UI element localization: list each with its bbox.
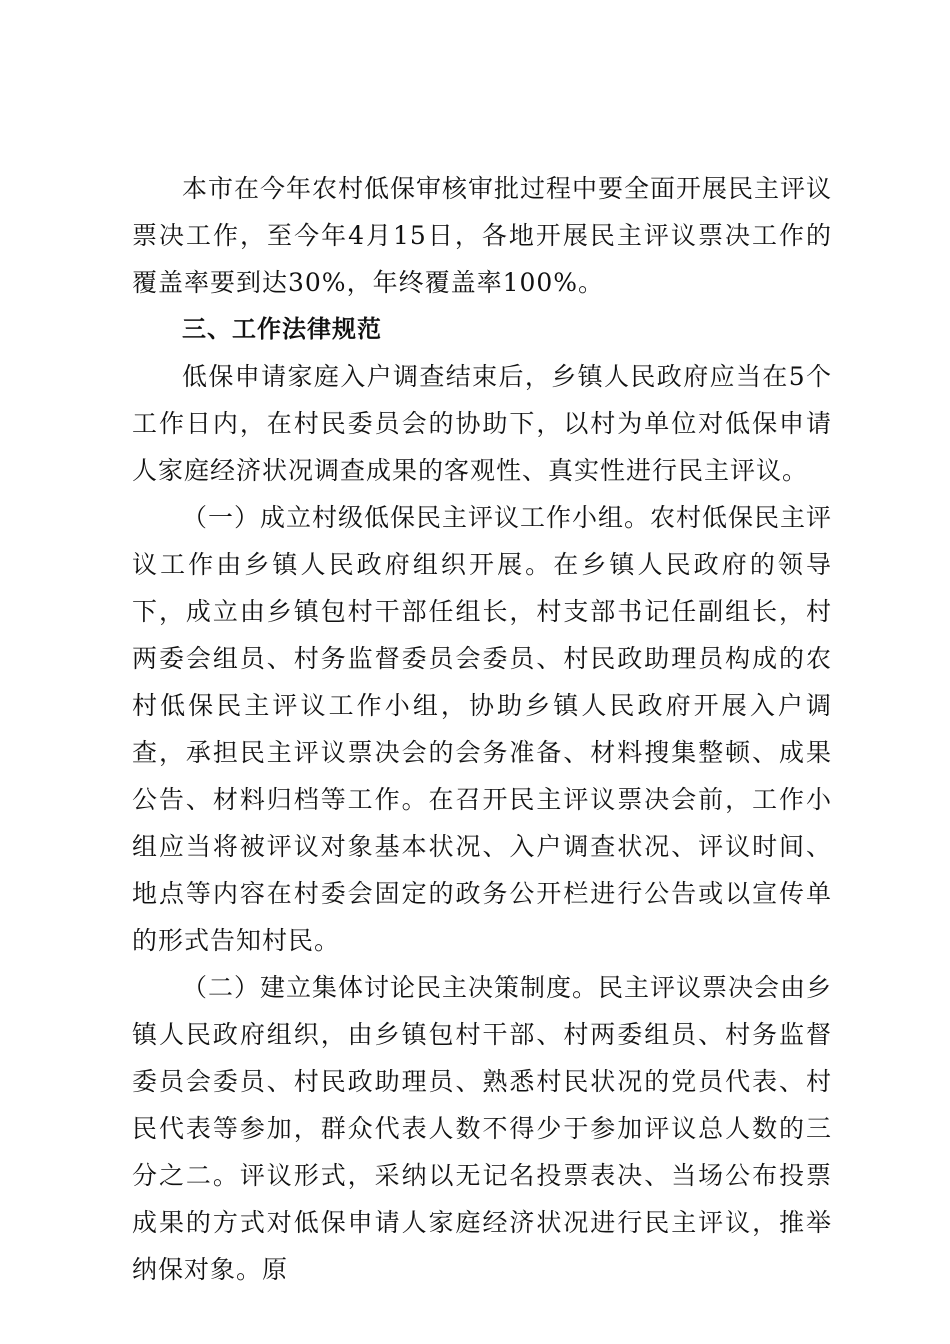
paragraph-review-group: （一）成立村级低保民主评议工作小组。农村低保民主评议工作由乡镇人民政府组织开展。在乡镇人民政府的领导下，成立由乡镇包村干部任组长，村支部书记任副组长，村两委会组员、村务监督委员会委员、村民政助理员构成的农村低保民主评议工作小组，协助乡镇人民政府开展入户调查，承担民主评议票决会的会务准备、材料搜集整顿、成果公告、材料归档等工作。在召开民主评议票决会前，工作小组应当将被评议对象基本状况、入户调查状况、评议时间、地点等内容在村委会固定的政务公开栏进行公告或以宣传单的形式告知村民。 [132,503,833,955]
document-body [132,165,832,1293]
section-heading: 三、工作法律规范 [182,315,382,343]
paragraph-collective-decision: （二）建立集体讨论民主决策制度。民主评议票决会由乡镇人民政府组织，由乡镇包村干部、村两委组员、村务监督委员会委员、村民政助理员、熟悉村民状况的党员代表、村民代表等参加，群众代表人数不得少于参加评议总人数的三分之二。评议形式，采纳以无记名投票表决、当场公布投票成果的方式对低保申请人家庭经济状况进行民主评议，推举纳保对象。原 [132,973,833,1284]
paragraph-coverage-goal: 本市在今年农村低保审核审批过程中要全面开展民主评议票决工作，至今年4月15日，各地开展民主评议票决工作的覆盖率要到达30%，年终覆盖率100%。 [132,174,833,297]
paragraph-democratic-review: 低保申请家庭入户调查结束后，乡镇人民政府应当在5个工作日内，在村民委员会的协助下，以村为单位对低保申请人家庭经济状况调查成果的客观性、真实性进行民主评议。 [132,362,832,485]
